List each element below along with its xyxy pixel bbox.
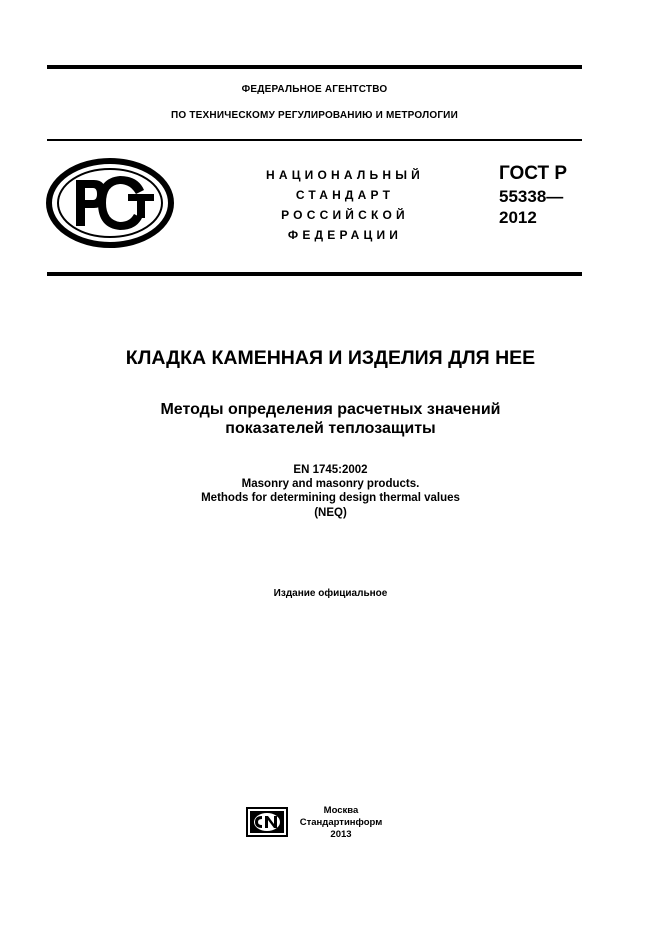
top-rule [47,65,582,69]
national-standard-line-4: ФЕДЕРАЦИИ [287,228,403,242]
standartinform-logo-icon [246,807,288,837]
publisher-year: 2013 [330,829,352,840]
gost-code-line-1: ГОСТ Р [499,163,568,184]
national-standard-line-3: РОССИЙСКОЙ [281,208,409,222]
publisher-logo [246,807,288,837]
agency-line-2: ПО ТЕХНИЧЕСКОМУ РЕГУЛИРОВАНИЮ И МЕТРОЛОГИИ [171,110,458,121]
national-standard-line-1: НАЦИОНАЛЬНЫЙ [265,168,425,182]
header-bottom-rule [47,272,582,276]
en-reference-line-1: EN 1745:2002 [293,464,368,476]
national-standard-line-2: СТАНДАРТ [295,188,395,202]
publisher-city: Москва [323,805,359,816]
agency-rule [47,139,582,141]
en-reference-line-4: (NEQ) [314,507,347,519]
edition-label: Издание официальное [273,588,388,599]
agency-line-1: ФЕДЕРАЛЬНОЕ АГЕНТСТВО [241,84,388,95]
publisher-name: Стандартинформ [299,817,383,828]
rst-logo [46,158,174,248]
gost-code-line-2: 55338— [499,187,564,206]
en-reference-line-3: Methods for determining design thermal values [201,492,460,504]
document-subtitle-line-1: Методы определения расчетных значений [160,401,501,418]
document-subtitle-line-2: показателей теплозащиты [225,420,436,437]
rst-certification-mark-icon [46,158,174,248]
gost-code-line-3: 2012 [499,208,537,227]
document-title: КЛАДКА КАМЕННАЯ И ИЗДЕЛИЯ ДЛЯ НЕЕ [125,347,536,369]
en-reference-line-2: Masonry and masonry products. [241,478,420,490]
